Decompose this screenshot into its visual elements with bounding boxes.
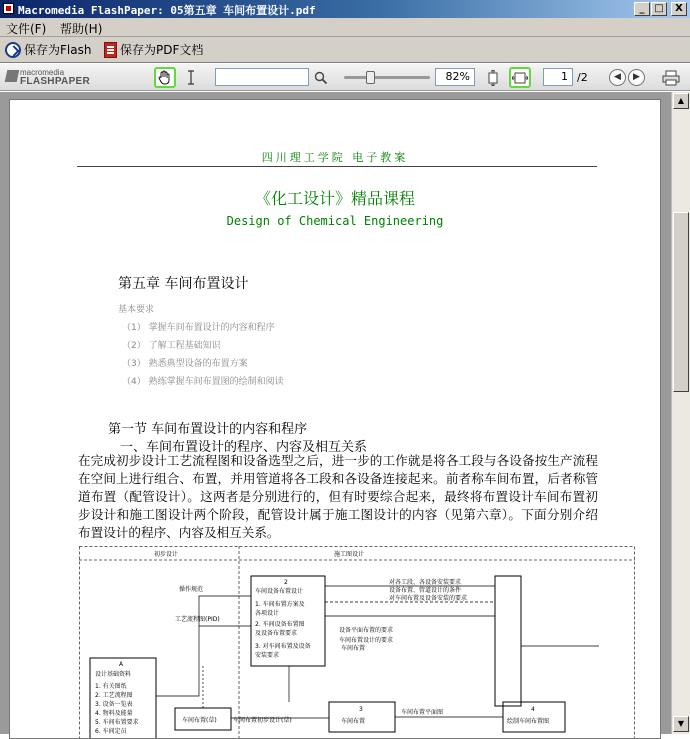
- minimize-button[interactable]: _: [634, 2, 650, 16]
- connector-box: [495, 576, 521, 706]
- arrow-left-icon: ◀: [614, 72, 621, 82]
- close-button[interactable]: X: [671, 2, 687, 16]
- zoom-slider-thumb[interactable]: [366, 71, 375, 84]
- box-2-subtitle: 车间设备布置设计: [255, 587, 303, 595]
- printer-icon: [662, 70, 680, 86]
- subsection-title: 一、车间布置设计的程序、内容及相互关系: [120, 436, 367, 455]
- flashpaper-logo: [6, 68, 96, 88]
- save-as-pdf-label: 保存为PDF文档: [120, 41, 203, 58]
- header-rule: [77, 166, 597, 167]
- label-feedback: 车间布置: [341, 644, 365, 652]
- note-right: 对车间布置及设备安装的要求: [389, 594, 467, 602]
- app-icon[interactable]: [3, 3, 14, 14]
- previous-page-button[interactable]: [609, 69, 626, 86]
- scroll-down-button[interactable]: [673, 716, 689, 732]
- macromedia-logo-icon: [5, 70, 20, 82]
- search-input[interactable]: [215, 68, 309, 86]
- zoom-slider[interactable]: [344, 76, 430, 79]
- document-viewport[interactable]: [0, 92, 690, 734]
- search-button[interactable]: [312, 67, 330, 88]
- label-process-flow: 工艺流程图(PID): [175, 615, 220, 623]
- window-title-bar: [0, 0, 690, 18]
- text-cursor-icon: [187, 70, 195, 85]
- viewer-toolbar: [0, 64, 690, 91]
- save-as-flash-label: 保存为Flash: [24, 41, 91, 58]
- box-4-title: 4: [531, 706, 535, 713]
- page-total: /2: [577, 71, 588, 84]
- phase-initial-label: 初步设计: [154, 550, 178, 558]
- save-as-flash-button[interactable]: [5, 41, 91, 58]
- page-number-field[interactable]: 1: [543, 68, 573, 86]
- label-operation: 操作规范: [179, 585, 203, 593]
- scroll-up-button[interactable]: [673, 93, 689, 109]
- box-a-item: 3. 设备一览表: [95, 700, 133, 708]
- requirement-item: （4） 熟练掌握车间布置图的绘制和阅读: [122, 374, 284, 387]
- menu-file[interactable]: 文件(F): [6, 20, 46, 37]
- fit-width-icon: [512, 71, 528, 85]
- course-subtitle: Design of Chemical Engineering: [10, 214, 660, 228]
- section-title: 第一节 车间布置设计的内容和程序: [108, 418, 307, 437]
- phase-construction-label: 施工图设计: [334, 550, 364, 558]
- box-a-item: 4. 物料及能量: [95, 709, 133, 717]
- box-2-item: 安装要求: [255, 651, 279, 659]
- box-a-item: 5. 车间布置要求: [95, 718, 139, 726]
- box-a-item: 1. 有关图纸: [95, 682, 127, 690]
- arrow-right-icon: ▶: [633, 72, 640, 82]
- course-title: 《化工设计》精品课程: [10, 186, 660, 209]
- box-2-item: 及设备布置要求: [255, 629, 297, 637]
- vertical-scrollbar[interactable]: [671, 92, 690, 734]
- pdf-icon: [104, 42, 117, 58]
- box-2-item: 1. 车间布置方案及: [255, 600, 305, 608]
- requirement-item: （3） 熟悉典型设备的布置方案: [122, 356, 248, 369]
- box-2-title: 2: [284, 579, 288, 586]
- chapter-title: 第五章 车间布置设计: [118, 273, 248, 293]
- box-3-title: 3: [359, 706, 363, 713]
- note-right: 对各工段、各设备安装要求: [389, 578, 461, 586]
- box-3-subtitle: 车间布置: [341, 717, 365, 725]
- box-a-item: 2. 工艺流程图: [95, 691, 133, 699]
- box-2-item: 2. 车间设备布置图: [255, 620, 305, 628]
- scroll-thumb[interactable]: [673, 212, 689, 392]
- window-title: Macromedia FlashPaper: 05第五章 车间布置设计.pdf: [18, 2, 316, 18]
- label-draft-initial: 车间布置初步设计(草): [233, 716, 292, 724]
- flow-line: [156, 596, 251, 696]
- logo-line1: macromedia: [20, 68, 64, 77]
- box-2-item: 各项设计: [255, 609, 279, 617]
- box-a-title: A: [119, 661, 124, 668]
- arrow-down-icon: ▼: [678, 719, 684, 728]
- page-header: 四川理工学院 电子教案: [10, 149, 660, 165]
- next-page-button[interactable]: [628, 69, 645, 86]
- flash-icon: [5, 42, 21, 58]
- zoom-field[interactable]: 82%: [435, 68, 475, 86]
- save-as-pdf-button[interactable]: [104, 41, 203, 58]
- body-paragraph: 在完成初步设计工艺流程图和设备选型之后，进一步的工作就是将各工段与各设备按生产流程在空间上进行组合、布置，并用管道将各工段和各设备连接起来。前者称车间布置，后者称管道布置（配管设计）。这两者是分别进行的，但有时要综合起来，最终将布置设计车间布置初步设计和施工图设计两个阶段，配管设计属于施工图设计的内容（见第六章）。下面分别介绍布置设计的程序、内容及相互关系。: [78, 452, 598, 542]
- design-flow-diagram: [79, 546, 635, 739]
- fit-height-icon: [485, 70, 501, 86]
- maximize-button[interactable]: □: [651, 2, 667, 16]
- note-right: 设备布置、管道设计的条件: [389, 586, 461, 594]
- label-equipment-req: 设备平面布置的要求: [339, 626, 393, 634]
- requirements-heading: 基本要求: [118, 302, 154, 315]
- menu-bar: [0, 18, 690, 37]
- hand-icon: [158, 70, 172, 85]
- logo-line2: FLASHPAPER: [20, 76, 90, 87]
- requirement-item: （1） 掌握车间布置设计的内容和程序: [122, 320, 275, 333]
- print-button[interactable]: [660, 67, 682, 88]
- requirement-item: （2） 了解工程基础知识: [122, 338, 221, 351]
- document-page: [9, 99, 661, 739]
- menu-help[interactable]: 帮助(H): [60, 20, 102, 37]
- label-plan: 车间布置平面图: [401, 708, 443, 716]
- save-toolbar: [0, 37, 690, 63]
- box-a-subtitle: 设计基础资料: [95, 670, 131, 678]
- fit-height-button[interactable]: [482, 67, 504, 88]
- fit-width-button[interactable]: [509, 67, 531, 88]
- text-select-tool-button[interactable]: [182, 67, 200, 88]
- box-a-item: 6. 车间定员: [95, 727, 128, 735]
- box-2-item: 3. 对车间布置及设备: [255, 642, 311, 650]
- label-layout-req: 车间布置设计的要求: [339, 636, 393, 644]
- hand-tool-button[interactable]: [154, 67, 176, 88]
- arrow-up-icon: ▲: [678, 96, 684, 105]
- box-4-subtitle: 绘制车间布置图: [507, 717, 549, 725]
- box-draft-label: 车间布置(草): [182, 716, 217, 724]
- search-icon: [314, 71, 328, 85]
